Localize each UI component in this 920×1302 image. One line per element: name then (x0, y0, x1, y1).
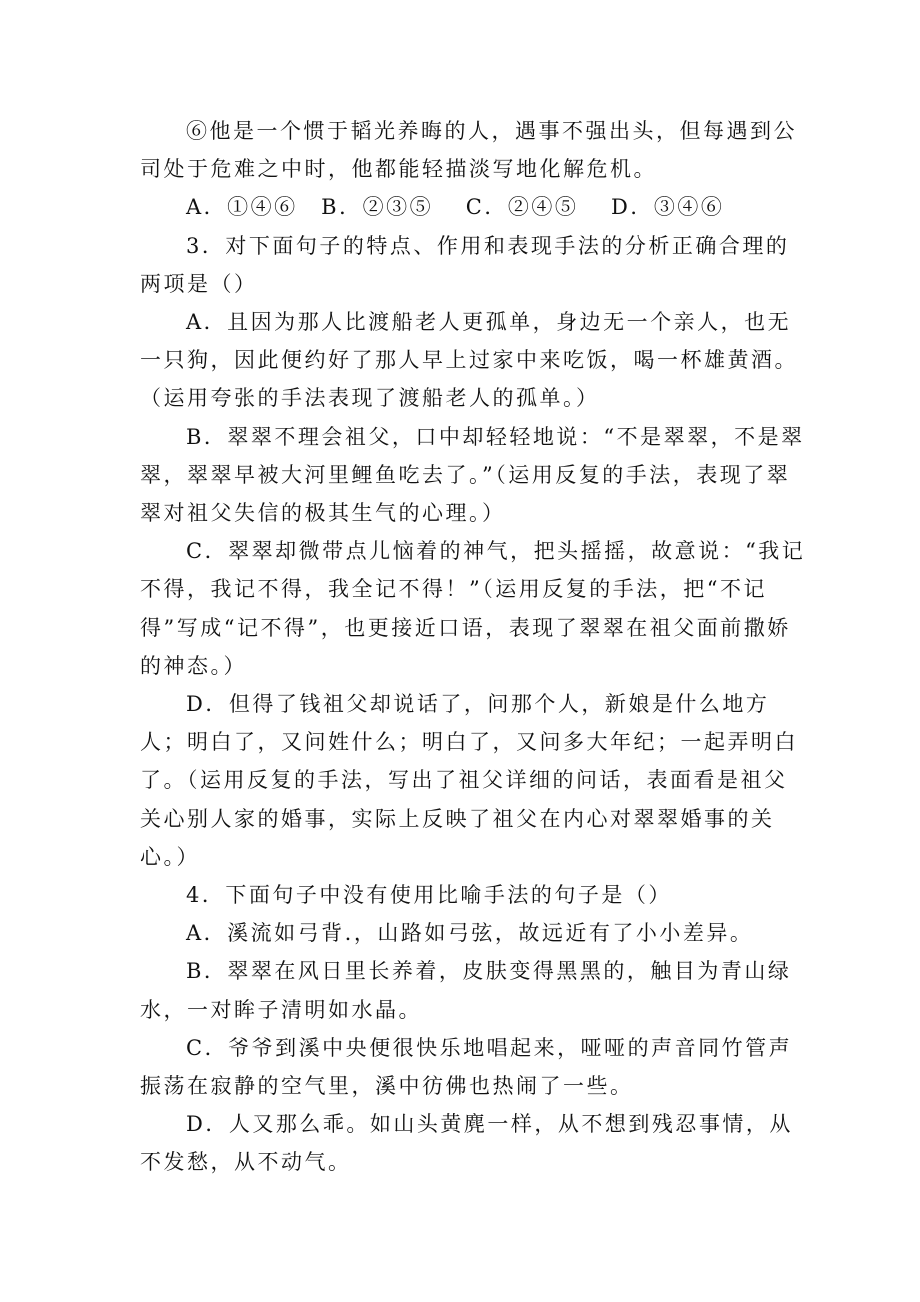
paragraph-q4-stem: 4．下面句子中没有使用比喻手法的句子是（） (186, 883, 672, 908)
paragraph-option-6: ⑥他是一个惯于韬光养晦的人，遇事不强出头，但每遇到公司处于危难之中时，他都能轻描淡写地化解危机。 (140, 119, 797, 182)
paragraph-q4-option-a: A．溪流如弓背.，山路如弓弦，故远近有了小小差异。 (186, 921, 754, 946)
paragraph-q4-option-d: D．人又那么乖。如山头黄麂一样，从不想到残忍事情，从不发愁，从不动气。 (140, 1112, 793, 1175)
paragraph-q3-option-d: D．但得了钱祖父却说话了，问那个人，新娘是什么地方人；明白了，又问姓什么；明白了，又问多大年纪；一起弄明白了。（运用反复的手法，写出了祖父详细的问话，表面看是祖父关心别人家的婚事，实际上反映了祖父在内心对翠翠婚事的关心。） (140, 692, 798, 869)
paragraph-q4-option-b: B．翠翠在风日里长养着，皮肤变得黑黑的，触目为青山绿水，一对眸子清明如水晶。 (140, 959, 792, 1022)
paragraph-q2-answers: A．①④⑥ B．②③⑤ C．②④⑤ D．③④⑥ (186, 195, 725, 220)
paragraph-q3-stem: 3．对下面句子的特点、作用和表现手法的分析正确合理的两项是（） (140, 233, 790, 296)
paragraph-q4-option-c: C．爷爷到溪中央便很快乐地唱起来，哑哑的声音同竹管声振荡在寂静的空气里，溪中彷佛也热闹了一些。 (140, 1035, 793, 1099)
paragraph-q3-option-b: B．翠翠不理会祖父，口中却轻轻地说：“不是翠翠，不是翠翠，翠翠早被大河里鲤鱼吃去了。”（运用反复的手法，表现了翠翠对祖父失信的极其生气的心理。） (140, 424, 805, 526)
paragraph-q3-option-a: A．且因为那人比渡船老人更孤单，身边无一个亲人，也无一只狗，因此便约好了那人早上过家中来吃饭，喝一杯雄黄酒。（运用夸张的手法表现了渡船老人的孤单。） (140, 310, 798, 411)
paragraph-q3-option-c: C．翠翠却微带点儿恼着的神气，把头摇摇，故意说：“我记不得，我记不得，我全记不得！”（运用反复的手法，把“不记得”写成“记不得”，也更接近口语，表现了翠翠在祖父面前撒娇的神态。） (140, 539, 806, 678)
